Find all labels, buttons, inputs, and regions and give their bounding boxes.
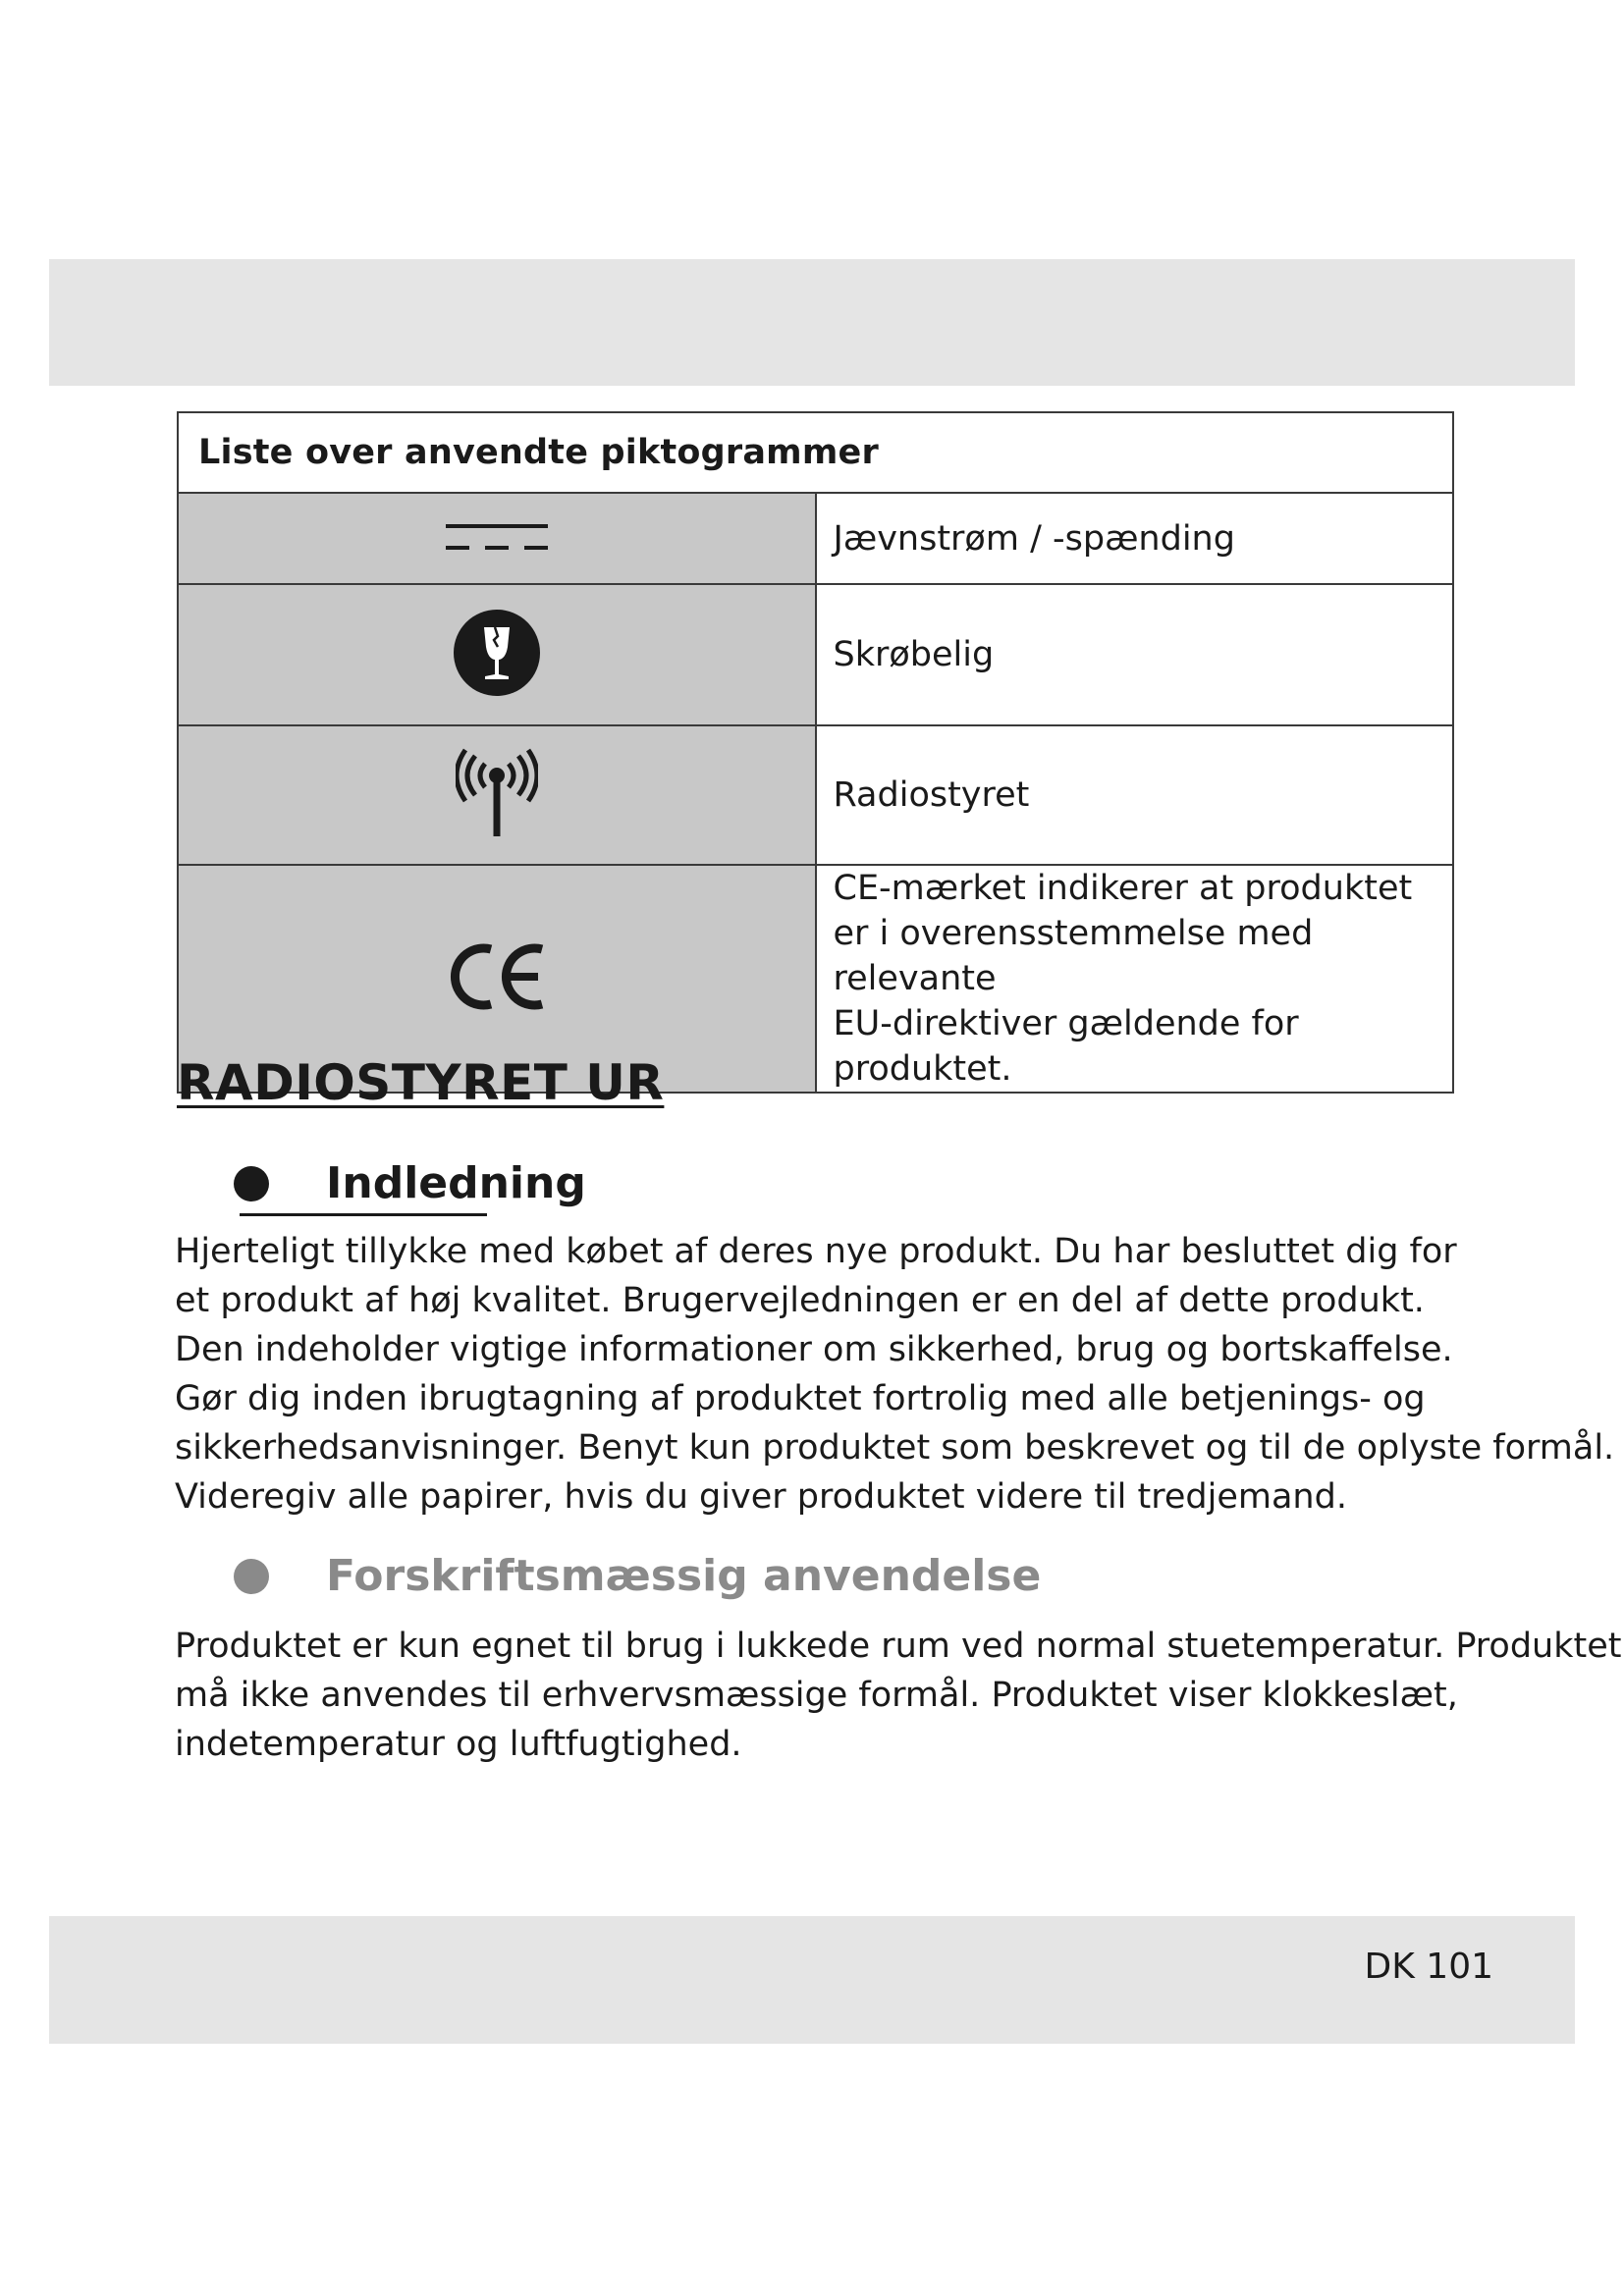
heading-underline bbox=[240, 1213, 487, 1216]
table-cell-text: Skrøbelig bbox=[816, 584, 1454, 725]
pictogram-table bbox=[177, 411, 1454, 1094]
page-number: DK 101 bbox=[1364, 1947, 1493, 1987]
main-title: RADIOSTYRET UR bbox=[177, 1054, 665, 1111]
table-cell-text: Radiostyret bbox=[816, 725, 1454, 865]
ce-mark-icon bbox=[446, 939, 548, 1014]
footer-band bbox=[49, 1916, 1575, 2044]
table-cell-text: Jævnstrøm / -spænding bbox=[816, 493, 1454, 584]
table-header: Liste over anvendte piktogrammer bbox=[178, 412, 1453, 493]
bullet-icon bbox=[234, 1559, 269, 1594]
section-heading-introduction: Indledning bbox=[234, 1158, 586, 1208]
direct-current-icon bbox=[432, 512, 562, 561]
section-heading-intended-use: Forskriftsmæssig anvendelse bbox=[234, 1551, 1041, 1601]
bullet-icon bbox=[234, 1166, 269, 1201]
fragile-glass-icon bbox=[452, 608, 542, 698]
introduction-paragraph: Hjerteligt tillykke med købet af deres nye produkt. Du har besluttet dig for et produkt af høj kvalitet. Brugervejledningen er en del af dette produkt. Den indeholder vigtige informationer om sikkerhed, brug og bortskaffelse. Gør dig inden ibrugtagning af produktet fortrolig med alle betjenings- og sikkerhedsanvisninger. Benyt kun produktet som beskrevet og til de oplyste formål. Videregiv alle papirer, hvis du giver produktet videre til tredjemand. bbox=[175, 1232, 1615, 1517]
radio-antenna-icon bbox=[456, 746, 538, 840]
table-row bbox=[178, 493, 1453, 584]
table-row bbox=[178, 584, 1453, 725]
table-row bbox=[178, 725, 1453, 865]
intended-use-paragraph: Produktet er kun egnet til brug i lukkede rum ved normal stuetemperatur. Produktet må ikke anvendes til erhvervsmæssige formål. Produktet viser klokkeslæt, indetemperatur og luftfugtighed. bbox=[175, 1627, 1622, 1764]
header-band bbox=[49, 259, 1575, 386]
table-cell-text: CE-mærket indikerer at produktet er i overensstemmelse med relevante EU-direktiver gældende for produktet. bbox=[816, 865, 1454, 1093]
